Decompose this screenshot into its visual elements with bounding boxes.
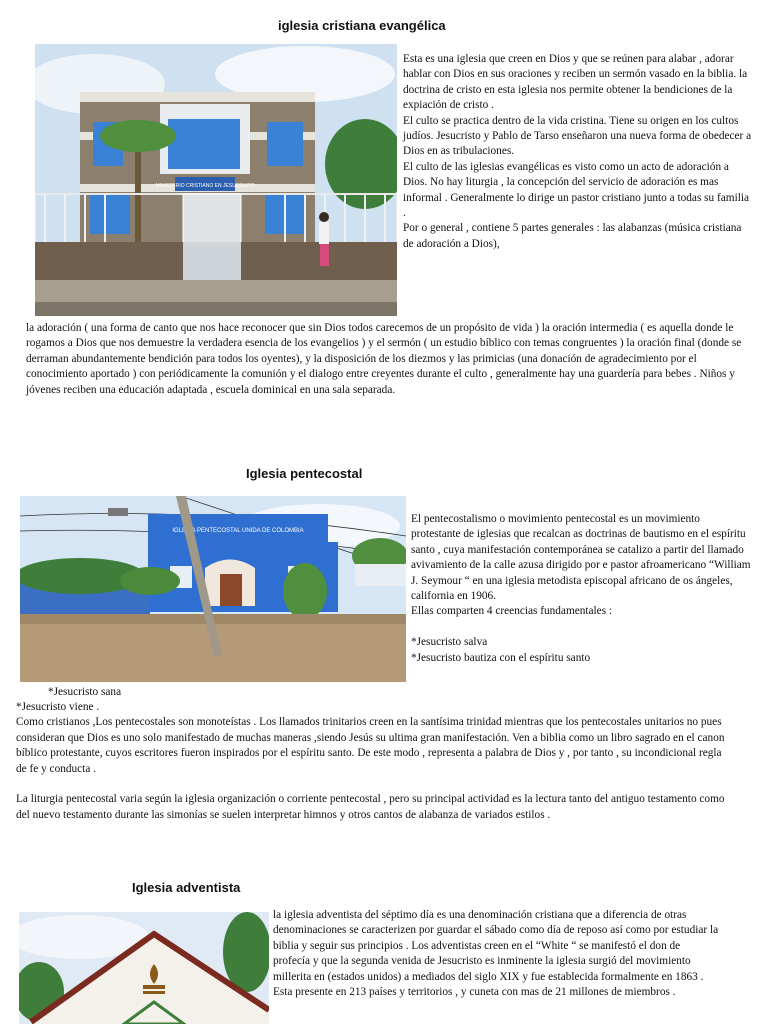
pentecostal-paragraph: La liturgia pentecostal varia según la iglesia organización o corriente pentecostal , pero su principal actividad es la lectura tanto del antiguo testamento como del nuevo testamento durante las simonías se suelen interpretar himnos y otros cantos de alabanza de variados estilos . [16, 793, 725, 821]
section-title-pentecostal: Iglesia pentecostal [246, 466, 363, 481]
pentecostal-spacer [411, 620, 751, 635]
pentecostal-paragraph: El pentecostalismo o movimiento pentecostal es un movimiento protestante de iglesias que recalcan as doctrinas de bautismo en el espíritu santo , cuya manifestación contemporánea se catalizo a partir del llamado avivamiento de la calle azusa dirigido por e pastor afroamericano “William J. Seymour “ en una iglesia metodista episcopal africano de os ángeles, california en 1906. [411, 513, 751, 603]
bullet-item: *Jesucristo bautiza con el espíritu santo [411, 651, 591, 664]
pentecostal-paragraph: Como cristianos ,Los pentecostales son monoteístas . Los llamados trinitarios creen en la santísima trinidad mientras que los pentecostales unitarios no pues consideran que Dios es uno solo manifestado de muchas maneras ,siendo Jesús su ultima gran manifestación. Ven a biblia como un libro sagrado en el canon bíblico protestante, cuyos escritores fueron inspirados por el espíritu santo. De este modo , representa a palabra de Dios y , por tanto , su incondicional regla de fe y conducta . [16, 716, 725, 775]
pentecostal-body [16, 700, 732, 823]
evangelica-paragraph: El culto se practica dentro de la vida cristina. Tiene su origen en los cultos judíos. Jesucristo y Pablo de Tarso enseñaron una nueva forma de obedecer a Dios en as tribulaciones. [403, 114, 752, 158]
evangelica-paragraph: Por o general , contiene 5 partes generales : las alabanzas (música cristiana de adoración a Dios), [403, 222, 742, 250]
photo-adventist-church [19, 912, 269, 1024]
pentecostal-side-text [411, 512, 751, 666]
evangelica-full-paragraph: la adoración ( una forma de canto que nos hace reconocer que sin Dios todos carecemos de un propósito de vida ) la oración intermedia ( es aquella donde le rogamos a Dios que nos demuestre la verdadera esencia de los evangelios ) y el sermón ( un estudio bíblico con temas congruentes ) la oración final (donde se derraman abundantemente bendición para todos los oyentes), y la disposición de los diezmos y las primicias (una donación de agradecimiento por el conocimiento aportado ) con periódicamente la comunión y el dialogo entre creyentes durante el culto , generalmente hay una guardería para bebes . Niños y jóvenes reciben una educación adaptada , escuela dominical en una sala separada. [26, 322, 742, 396]
section-title-adventista: Iglesia adventista [132, 880, 241, 895]
adventista-side-text: la iglesia adventista del séptimo día es una denominación cristiana que a diferencia de otras denominaciones se caracterizen por guardar el sábado como día de reposo así como por estudiar la biblia y seguir sus principios . Los adventistas creen en el “White “ se manifestó el don de profecía y que la segunda venida de Jesucristo es inminente la iglesia surgió del movimiento millerita en (estados unidos) a mediados del siglo XIX y fue establecida formalmente en 1863 . Esta presente en 213 países y territorios , y cuneta con mas de 21 millones de miembros . [273, 909, 719, 999]
church-sign-text: MINISTERIO CRISTIANO EN JESUCRISTO [155, 183, 255, 189]
section-title-evangelica: iglesia cristiana evangélica [278, 18, 446, 33]
photo-evangelical-church [35, 44, 397, 316]
bullet-item: *Jesucristo sana [48, 686, 122, 698]
evangelica-paragraph: El culto de las iglesias evangélicas es visto como un acto de adoración a Dios. No hay liturgia , la concepción del servicio de adoración es mas informal . Generalmente lo dirige un pastor cristiano junto a todas su familia . [403, 160, 750, 220]
bullet-item: *Jesucristo salva [411, 636, 488, 649]
pentecostal-spacer [16, 777, 732, 792]
pentecostal-paragraph: Ellas comparten 4 creencias fundamentales : [411, 605, 613, 618]
photo-pentecostal-church [20, 496, 406, 682]
evangelica-paragraph: Esta es una iglesia que creen en Dios y que se reúnen para alabar , adorar hablar con Dios en sus oraciones y reciben un sermón vasado en la biblia. la doctrina de cristo en esta iglesia nos permite obtener la bendiciones de la expiación de cristo . [403, 53, 748, 112]
church-sign-text: IGLESIA PENTECOSTAL UNIDA DE COLOMBIA [172, 528, 304, 534]
evangelica-side-text [403, 52, 753, 252]
bullet-item: *Jesucristo viene . [16, 701, 100, 713]
